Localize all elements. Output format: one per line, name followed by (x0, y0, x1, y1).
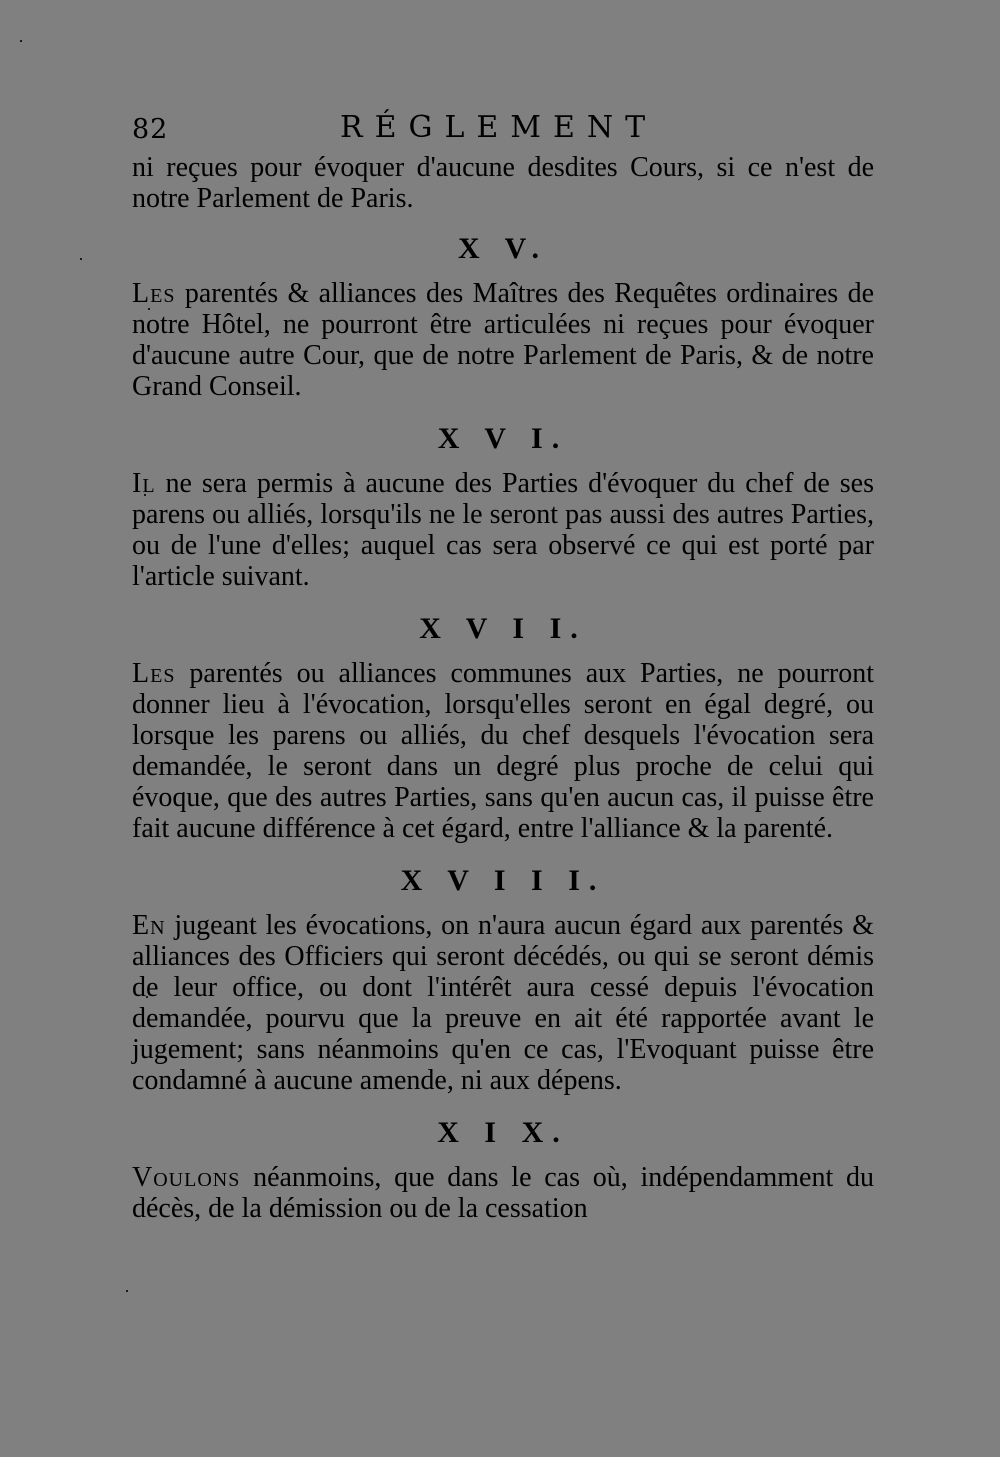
page-number: 82 (132, 114, 169, 145)
article-heading: X V I I. (419, 612, 587, 645)
article-heading: X I X. (437, 1116, 569, 1149)
continuation-paragraph: ni reçues pour évoquer d'aucune desdites Cours, si ce n'est de notre Parlement de Paris. (132, 152, 874, 214)
article-paragraph (132, 278, 874, 402)
article-heading: X V I I I. (400, 864, 606, 897)
running-title: RÉGLEMENT (340, 110, 658, 145)
article-text: parentés & alliances des Maîtres des Requêtes ordinaires de notre Hôtel, ne pourront être articulées ni reçues pour évoquer d'aucune autre Cour, que de notre Parlement de Paris, & de notre Grand Conseil. (132, 278, 874, 402)
article-text: néanmoins, que dans le cas où, indépendamment du décès, de la démission ou de la cessation (132, 1162, 874, 1224)
article-paragraph (132, 468, 874, 592)
article-paragraph (132, 910, 874, 1096)
page-header (132, 110, 874, 152)
paper-speck (20, 40, 22, 42)
article-heading: X V I. (437, 422, 569, 455)
article-text: parentés ou alliances communes aux Parties, ne pourront donner lieu à l'évocation, lorsqu'elles seront en égal degré, ou lorsque les parens ou alliés, du chef desquels l'évocation sera demandée, le seront dans un degré plus proche de celui qui évoque, que des autres Parties, sans qu'en aucun cas, il puisse être fait aucune différence à cet égard, entre l'alliance & la parenté. (132, 658, 874, 844)
article-lead-word: Les (132, 278, 176, 309)
article-text: jugeant les évocations, on n'aura aucun égard aux parentés & alliances des Officiers qui seront décédés, ou qui se seront démis de leur office, ou dont l'intérêt aura cessé depuis l'évocation demandée, pourvu que la preuve en ait été rapportée avant le jugement; sans néanmoins qu'en ce cas, l'Evoquant puisse être condamné à aucune amende, ni aux dépens. (132, 910, 874, 1096)
article-lead-word: Voulons (132, 1162, 241, 1193)
article-paragraph (132, 1162, 874, 1224)
article-paragraph (132, 658, 874, 844)
article-lead-word: Les (132, 658, 176, 689)
paper-speck (126, 1290, 128, 1292)
article-lead-word: En (132, 910, 166, 941)
article-lead-word: Il (132, 468, 156, 499)
document-page (132, 110, 874, 1224)
paper-speck (80, 258, 82, 260)
article-heading: X V. (458, 232, 548, 265)
article-text: ne sera permis à aucune des Parties d'évoquer du chef de ses parens ou alliés, lorsqu'ils ne le seront pas aussi des autres Parties, ou de l'une d'elles; auquel cas sera observé ce qui est porté par l'article suivant. (132, 468, 874, 592)
